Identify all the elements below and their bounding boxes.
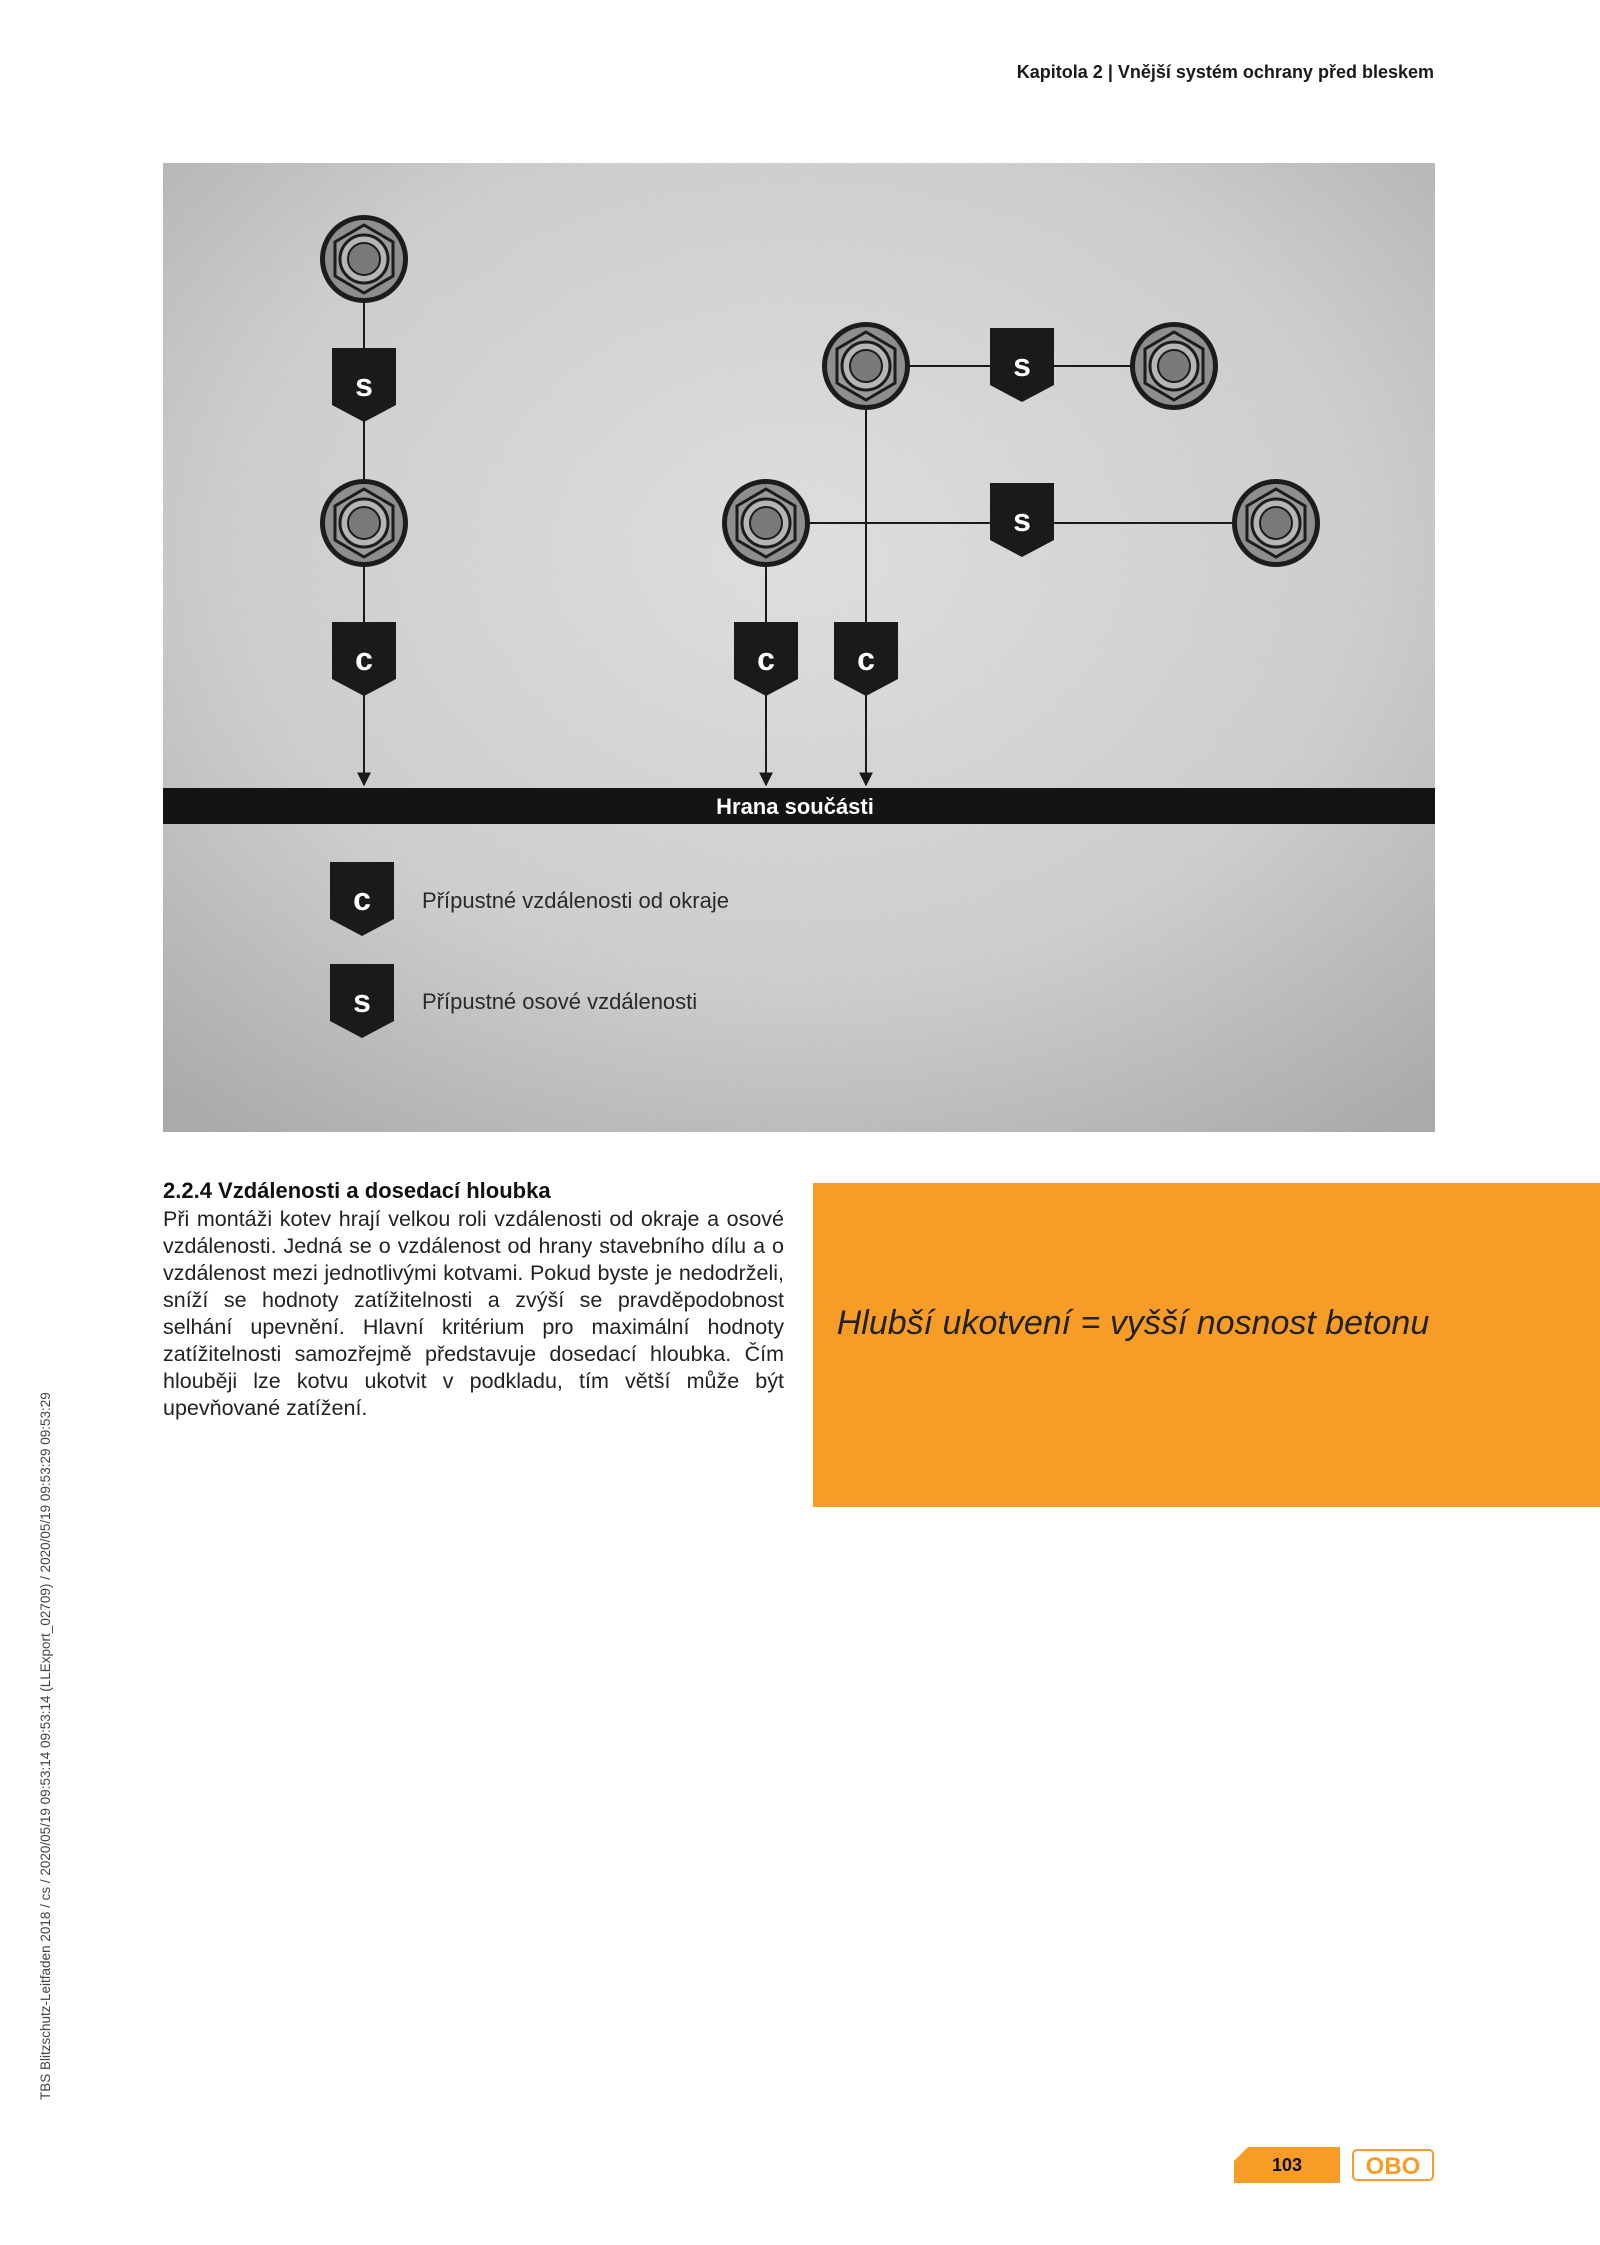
- section-body: Při montáži kotev hrají velkou roli vzdálenosti od okraje a osové vzdálenosti. Jedná se o vzdálenost od hrany stavebního dílu a o vzdálenost mezi jednotlivými kotvami. Pokud byste je nedodrželi, sníží se hodnoty zatížitelnosti a zvýší se pravděpodobnost selhání upevnění. Hlavní kritérium pro maximální hodnoty zatížitelnosti samozřejmě představuje dosedací hloubka. Čím hlouběji lze kotvu ukotvit v podkladu, tím větší může být upevňované zatížení.: [163, 1207, 784, 1420]
- svg-text:c: c: [353, 881, 371, 917]
- svg-text:s: s: [353, 983, 371, 1019]
- anchor-icon: [822, 322, 910, 410]
- callout-text: Hlubší ukotvení = vyšší nosnost betonu: [836, 1304, 1430, 1342]
- section-heading: 2.2.4 Vzdálenosti a dosedací hloubka: [163, 1178, 551, 1203]
- legend-text-c: Přípustné vzdálenosti od okraje: [422, 888, 729, 913]
- svg-text:c: c: [757, 641, 775, 677]
- chapter-title: Kapitola 2 | Vnější systém ochrany před bleskem: [1016, 62, 1434, 82]
- anchor-spacing-diagram: [163, 163, 1435, 1132]
- svg-text:s: s: [1013, 502, 1031, 538]
- diagram-canvas: [163, 163, 1435, 1132]
- section-spacing: [163, 1178, 784, 1422]
- page-number: 103: [1271, 2155, 1303, 2175]
- component-edge-label: Hrana součásti: [716, 794, 874, 819]
- anchor-icon: [320, 479, 408, 567]
- anchor-icon: [1232, 479, 1320, 567]
- anchor-icon: [1130, 322, 1218, 410]
- anchor-icon: [320, 215, 408, 303]
- legend-text-s: Přípustné osové vzdálenosti: [422, 989, 698, 1014]
- svg-text:c: c: [355, 641, 373, 677]
- callout-box: [813, 1183, 1600, 1507]
- obo-logo: [1352, 2149, 1434, 2181]
- svg-text:c: c: [857, 641, 875, 677]
- anchor-icon: [722, 479, 810, 567]
- print-metadata: TBS Blitzschutz-Leitfaden 2018 / cs / 2020/05/19 09:53:14 09:53:14 (LLExport_02709) / 2020/05/19 09:53:29 09:53:29: [38, 1392, 53, 2100]
- svg-text:OBO: OBO: [1365, 2153, 1421, 2180]
- svg-text:s: s: [1013, 347, 1031, 383]
- svg-text:s: s: [355, 367, 373, 403]
